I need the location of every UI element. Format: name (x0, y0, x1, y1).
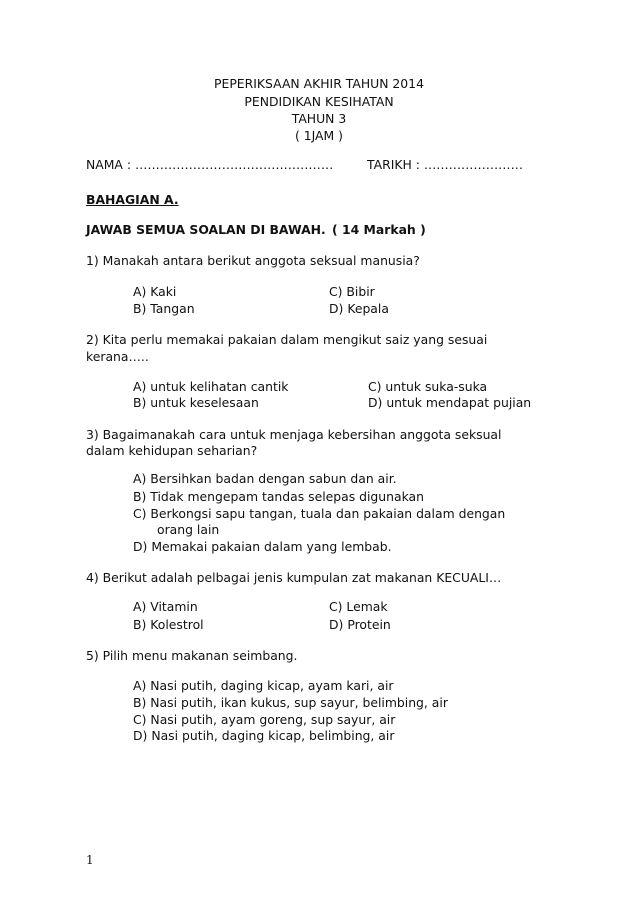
option-4c: C) Lemak (329, 599, 388, 614)
option-3b: B) Tidak mengepam tandas selepas digunakan (133, 489, 425, 504)
duration: ( 1JAM ) (294, 128, 344, 143)
question-2-line-1: 2) Kita perlu memakai pakaian dalam mengikut saiz yang sesuai (86, 332, 488, 347)
question-3-line-1: 3) Bagaimanakah cara untuk menjaga kebersihan anggota seksual (86, 427, 502, 442)
name-field: NAMA : ………………………………………… (86, 157, 334, 172)
option-1c: C) Bibir (329, 284, 375, 299)
option-3c: C) Berkongsi sapu tangan, tuala dan pakaian dalam dengan (133, 506, 506, 521)
option-2a: A) untuk kelihatan cantik (133, 379, 289, 394)
question-5: 5) Pilih menu makanan seimbang. (86, 648, 298, 663)
year-title: TAHUN 3 (291, 111, 347, 126)
option-4d: D) Protein (329, 617, 391, 632)
option-5b: B) Nasi putih, ikan kukus, sup sayur, belimbing, air (133, 695, 448, 710)
section-title: BAHAGIAN A. (86, 192, 179, 207)
option-4b: B) Kolestrol (133, 617, 204, 632)
option-3a: A) Bersihkan badan dengan sabun dan air. (133, 471, 397, 486)
question-1: 1) Manakah antara berikut anggota seksual manusia? (86, 253, 420, 268)
option-1d: D) Kepala (329, 301, 389, 316)
instruction: JAWAB SEMUA SOALAN DI BAWAH. (86, 222, 326, 237)
marks: ( 14 Markah ) (332, 222, 426, 237)
option-4a: A) Vitamin (133, 599, 198, 614)
exam-title: PEPERIKSAAN AKHIR TAHUN 2014 (214, 76, 424, 91)
option-5a: A) Nasi putih, daging kicap, ayam kari, air (133, 678, 394, 693)
page-number: 1 (86, 853, 94, 867)
option-5d: D) Nasi putih, daging kicap, belimbing, air (133, 728, 395, 743)
option-2d: D) untuk mendapat pujian (368, 395, 532, 410)
option-2b: B) untuk keselesaan (133, 395, 259, 410)
question-2-line-2: kerana….. (86, 349, 149, 364)
question-3-line-2: dalam kehidupan seharian? (86, 443, 258, 458)
option-2c: C) untuk suka-suka (368, 379, 488, 394)
subject-title: PENDIDIKAN KESIHATAN (244, 94, 394, 109)
option-1b: B) Tangan (133, 301, 195, 316)
option-3d: D) Memakai pakaian dalam yang lembab. (133, 539, 392, 554)
option-3c-continued: orang lain (157, 522, 220, 537)
date-field: TARIKH : …………………… (367, 157, 523, 172)
question-4: 4) Berikut adalah pelbagai jenis kumpulan zat makanan KECUALI… (86, 570, 502, 585)
option-5c: C) Nasi putih, ayam goreng, sup sayur, air (133, 712, 396, 727)
option-1a: A) Kaki (133, 284, 177, 299)
